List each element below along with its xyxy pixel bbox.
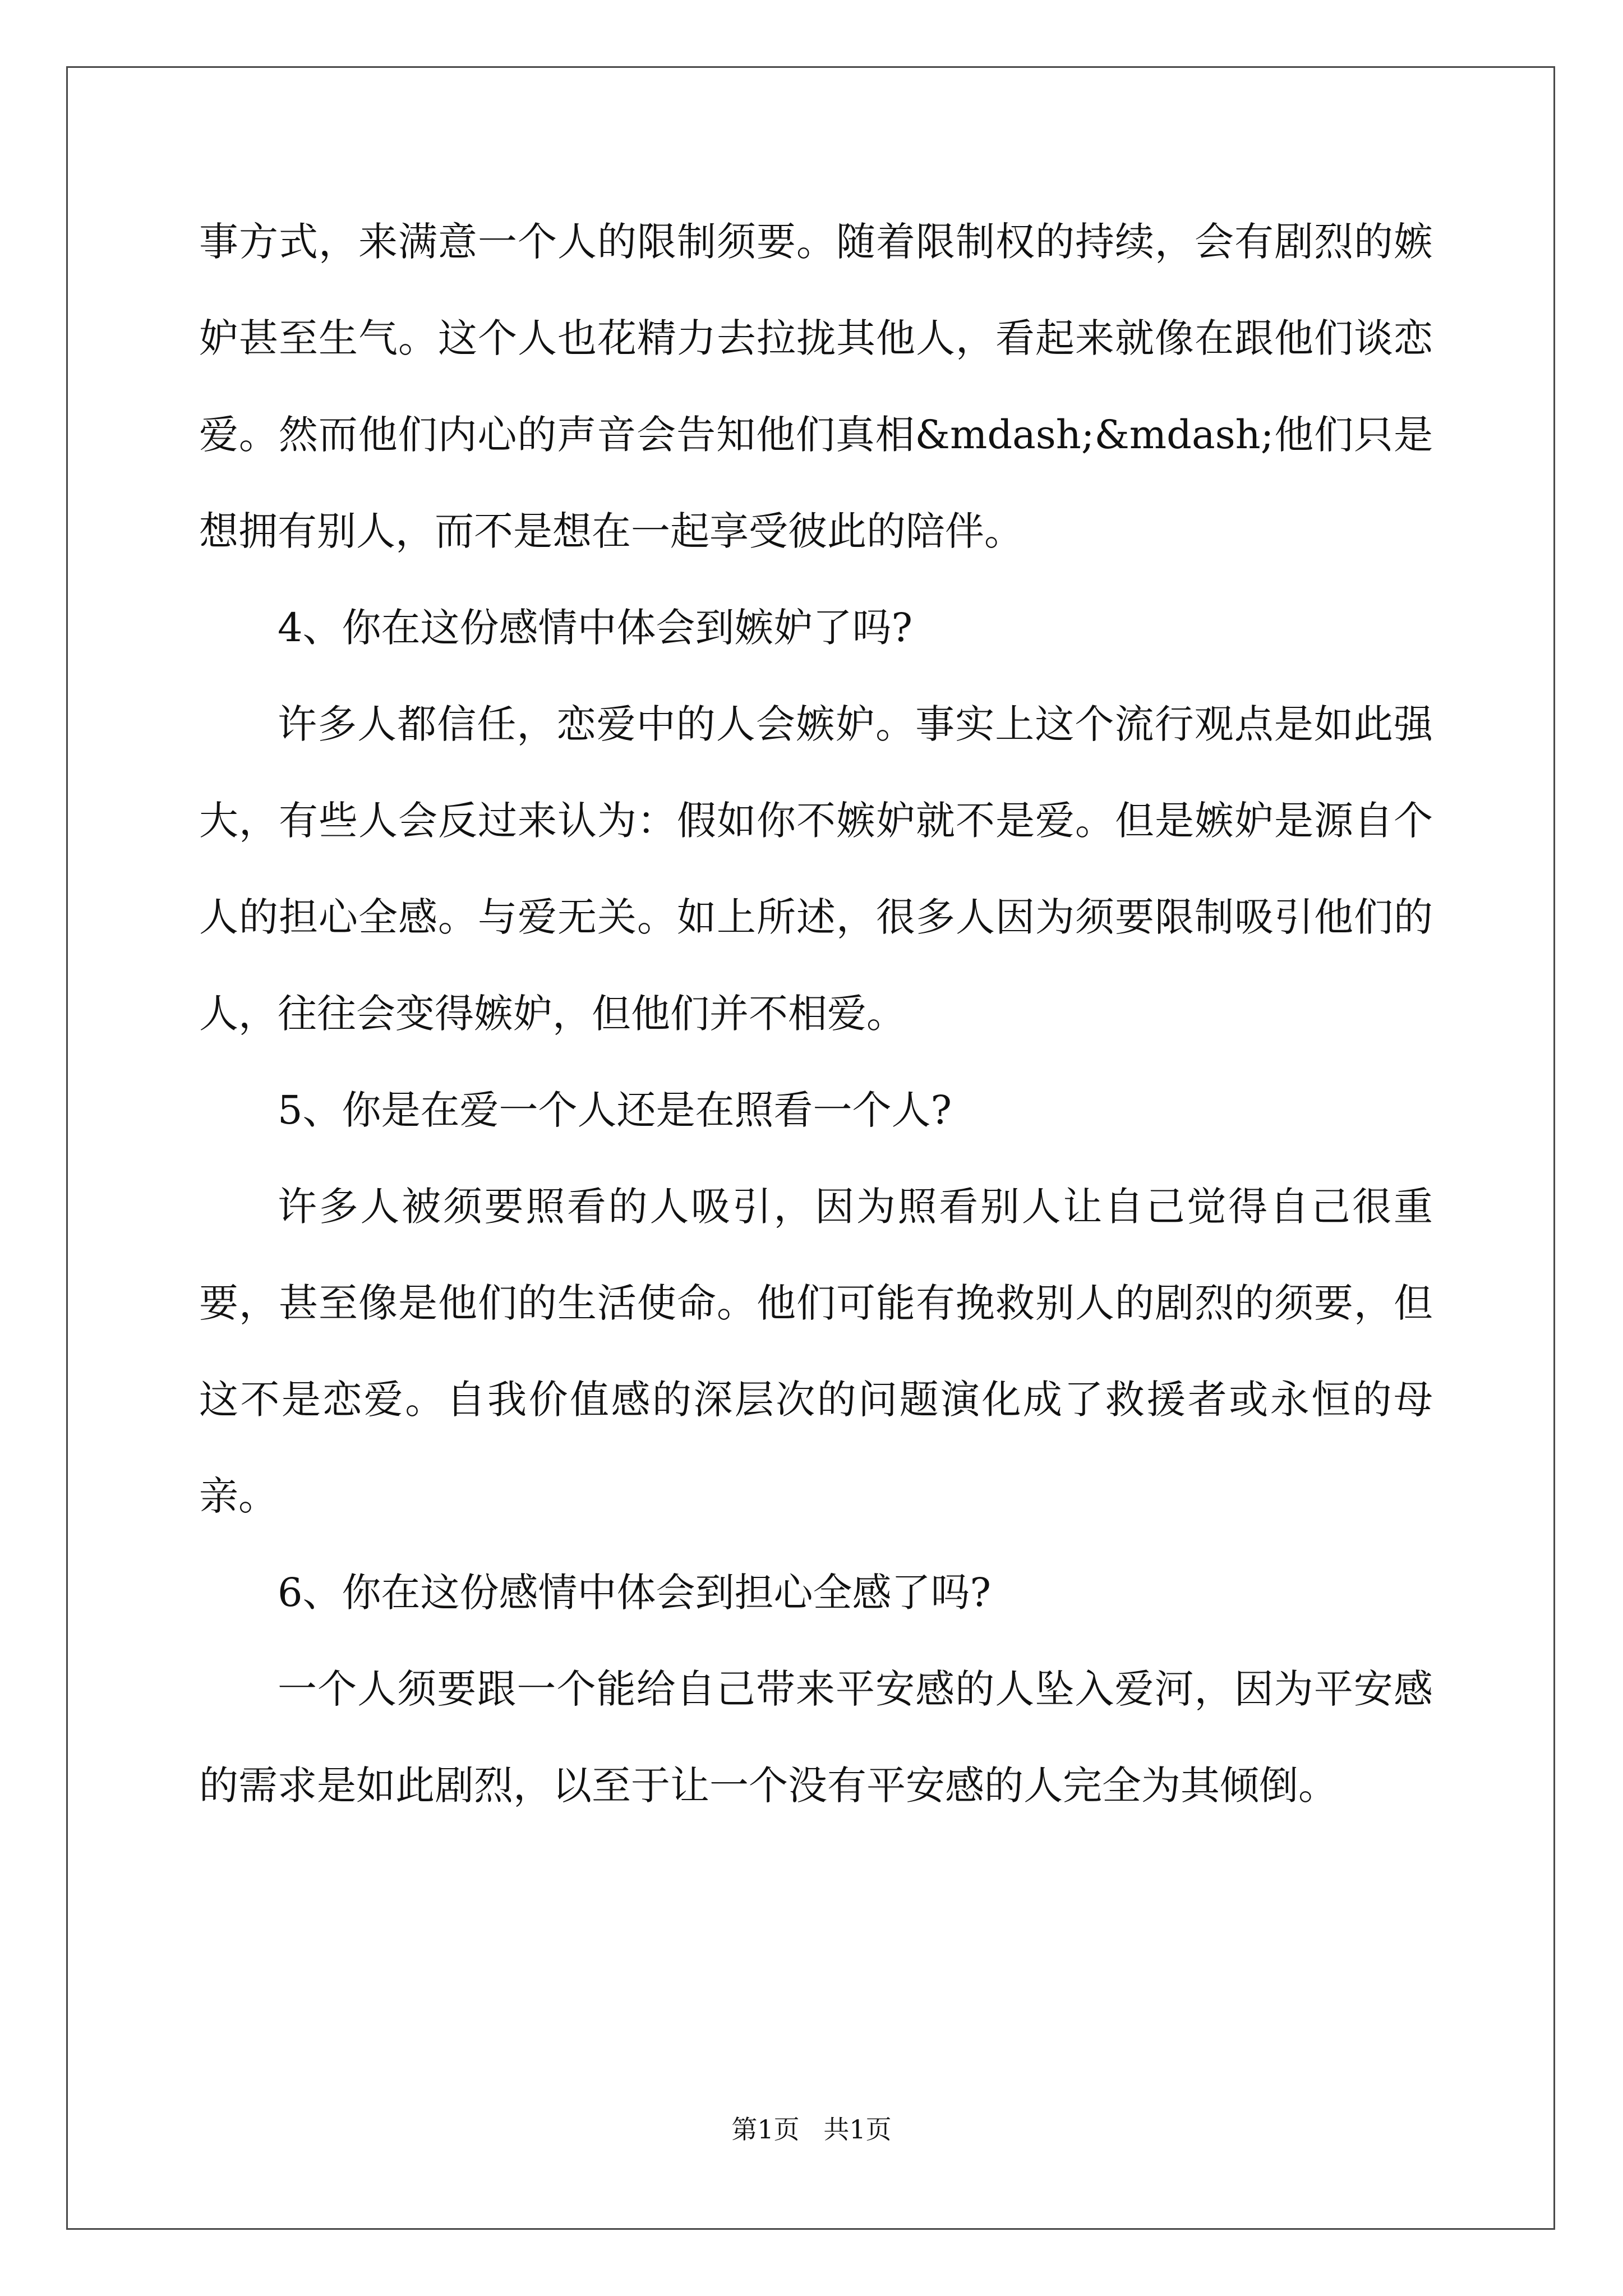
paragraph-2: 许多人都信任，恋爱中的人会嫉妒。事实上这个流行观点是如此强大，有些人会反过来认为：假如你不嫉妒就不是爱。但是嫉妒是源自个人的担心全感。与爱无关。如上所述，很多人因为须要限制吸引他们的人，往往会变得嫉妒，但他们并不相爱。 (199, 701, 1433, 1037)
heading-item-6: 6、你在这份感情中体会到担心全感了吗? (278, 1570, 992, 1616)
heading-item-5: 5、你是在爱一个人还是在照看一个人? (278, 1087, 952, 1133)
paragraph-4: 一个人须要跟一个能给自己带来平安感的人坠入爱河，因为平安感的需求是如此剧烈，以至于让一个没有平安感的人完全为其倾倒。 (199, 1666, 1433, 1809)
heading-item-4: 4、你在这份感情中体会到嫉妒了吗? (278, 605, 913, 651)
paragraph-1: 事方式，来满意一个人的限制须要。随着限制权的持续，会有剧烈的嫉妒甚至生气。这个人也花精力去拉拢其他人，看起来就像在跟他们谈恋爱。然而他们内心的声音会告知他们真相&mdash;&mdash;他们只是想拥有别人，而不是想在一起享受彼此的陪伴。 (199, 219, 1433, 554)
paragraph-3: 许多人被须要照看的人吸引，因为照看别人让自己觉得自己很重要，甚至像是他们的生活使命。他们可能有挽救别人的剧烈的须要，但这不是恋爱。自我价值感的深层次的问题演化成了救援者或永恒的母亲。 (199, 1184, 1433, 1519)
page-total: 共1页 (823, 2114, 892, 2145)
document-body (199, 194, 1433, 1834)
page-footer (0, 2109, 1623, 2146)
page-number: 第1页 (731, 2114, 800, 2145)
